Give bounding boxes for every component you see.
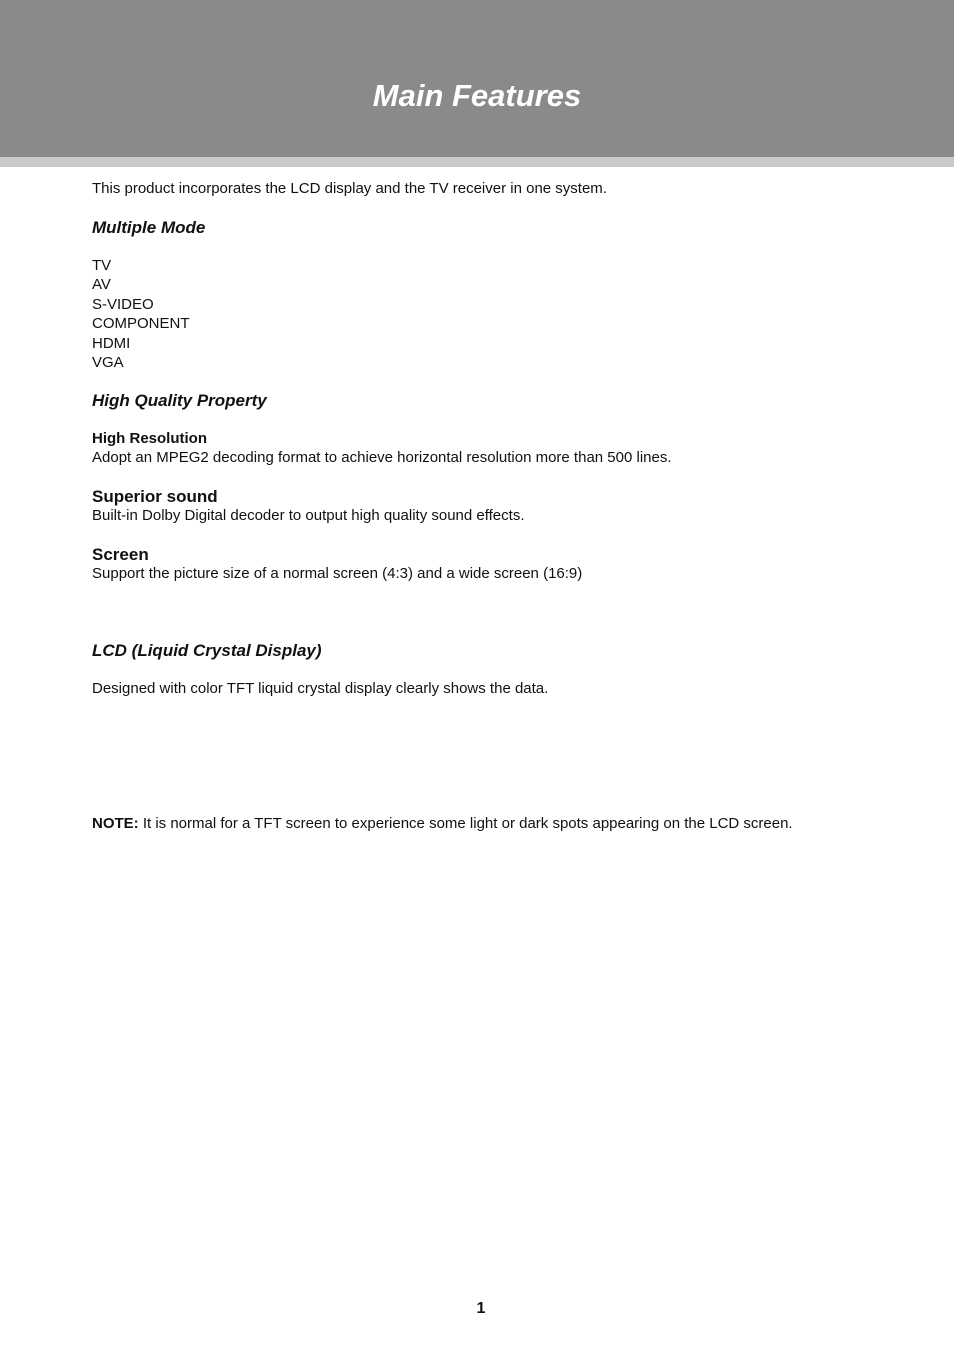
mode-item-s-video: S-VIDEO <box>92 295 154 313</box>
lcd-heading: LCD (Liquid Crystal Display) <box>92 641 322 660</box>
high-quality-heading: High Quality Property <box>92 391 267 410</box>
lcd-text: Designed with color TFT liquid crystal display clearly shows the data. <box>92 680 549 697</box>
page-number: 1 <box>476 1300 486 1317</box>
mode-item-vga: VGA <box>92 354 124 372</box>
high-resolution-title: High Resolution <box>92 430 207 447</box>
mode-item-av: AV <box>92 276 111 294</box>
page-title: Main Features <box>372 78 582 113</box>
note-text: It is normal for a TFT screen to experience some light or dark spots appearing on the LCD screen. <box>138 815 793 832</box>
high-resolution-text: Adopt an MPEG2 decoding format to achieve horizontal resolution more than 500 lines. <box>92 449 672 466</box>
header-stripe <box>0 157 954 167</box>
screen-text: Support the picture size of a normal screen (4:3) and a wide screen (16:9) <box>92 565 583 582</box>
note-paragraph <box>92 814 793 833</box>
mode-list <box>92 256 190 372</box>
superior-sound-title: Superior sound <box>92 487 218 506</box>
mode-item-tv: TV <box>92 257 112 274</box>
multiple-mode-heading: Multiple Mode <box>92 218 206 237</box>
superior-sound-text: Built-in Dolby Digital decoder to output high quality sound effects. <box>92 507 525 524</box>
screen-title: Screen <box>92 545 149 564</box>
note-label: NOTE: <box>92 815 139 832</box>
intro-text: This product incorporates the LCD display and the TV receiver in one system. <box>92 180 607 197</box>
mode-item-hdmi: HDMI <box>92 334 131 352</box>
mode-item-component: COMPONENT <box>92 315 190 333</box>
